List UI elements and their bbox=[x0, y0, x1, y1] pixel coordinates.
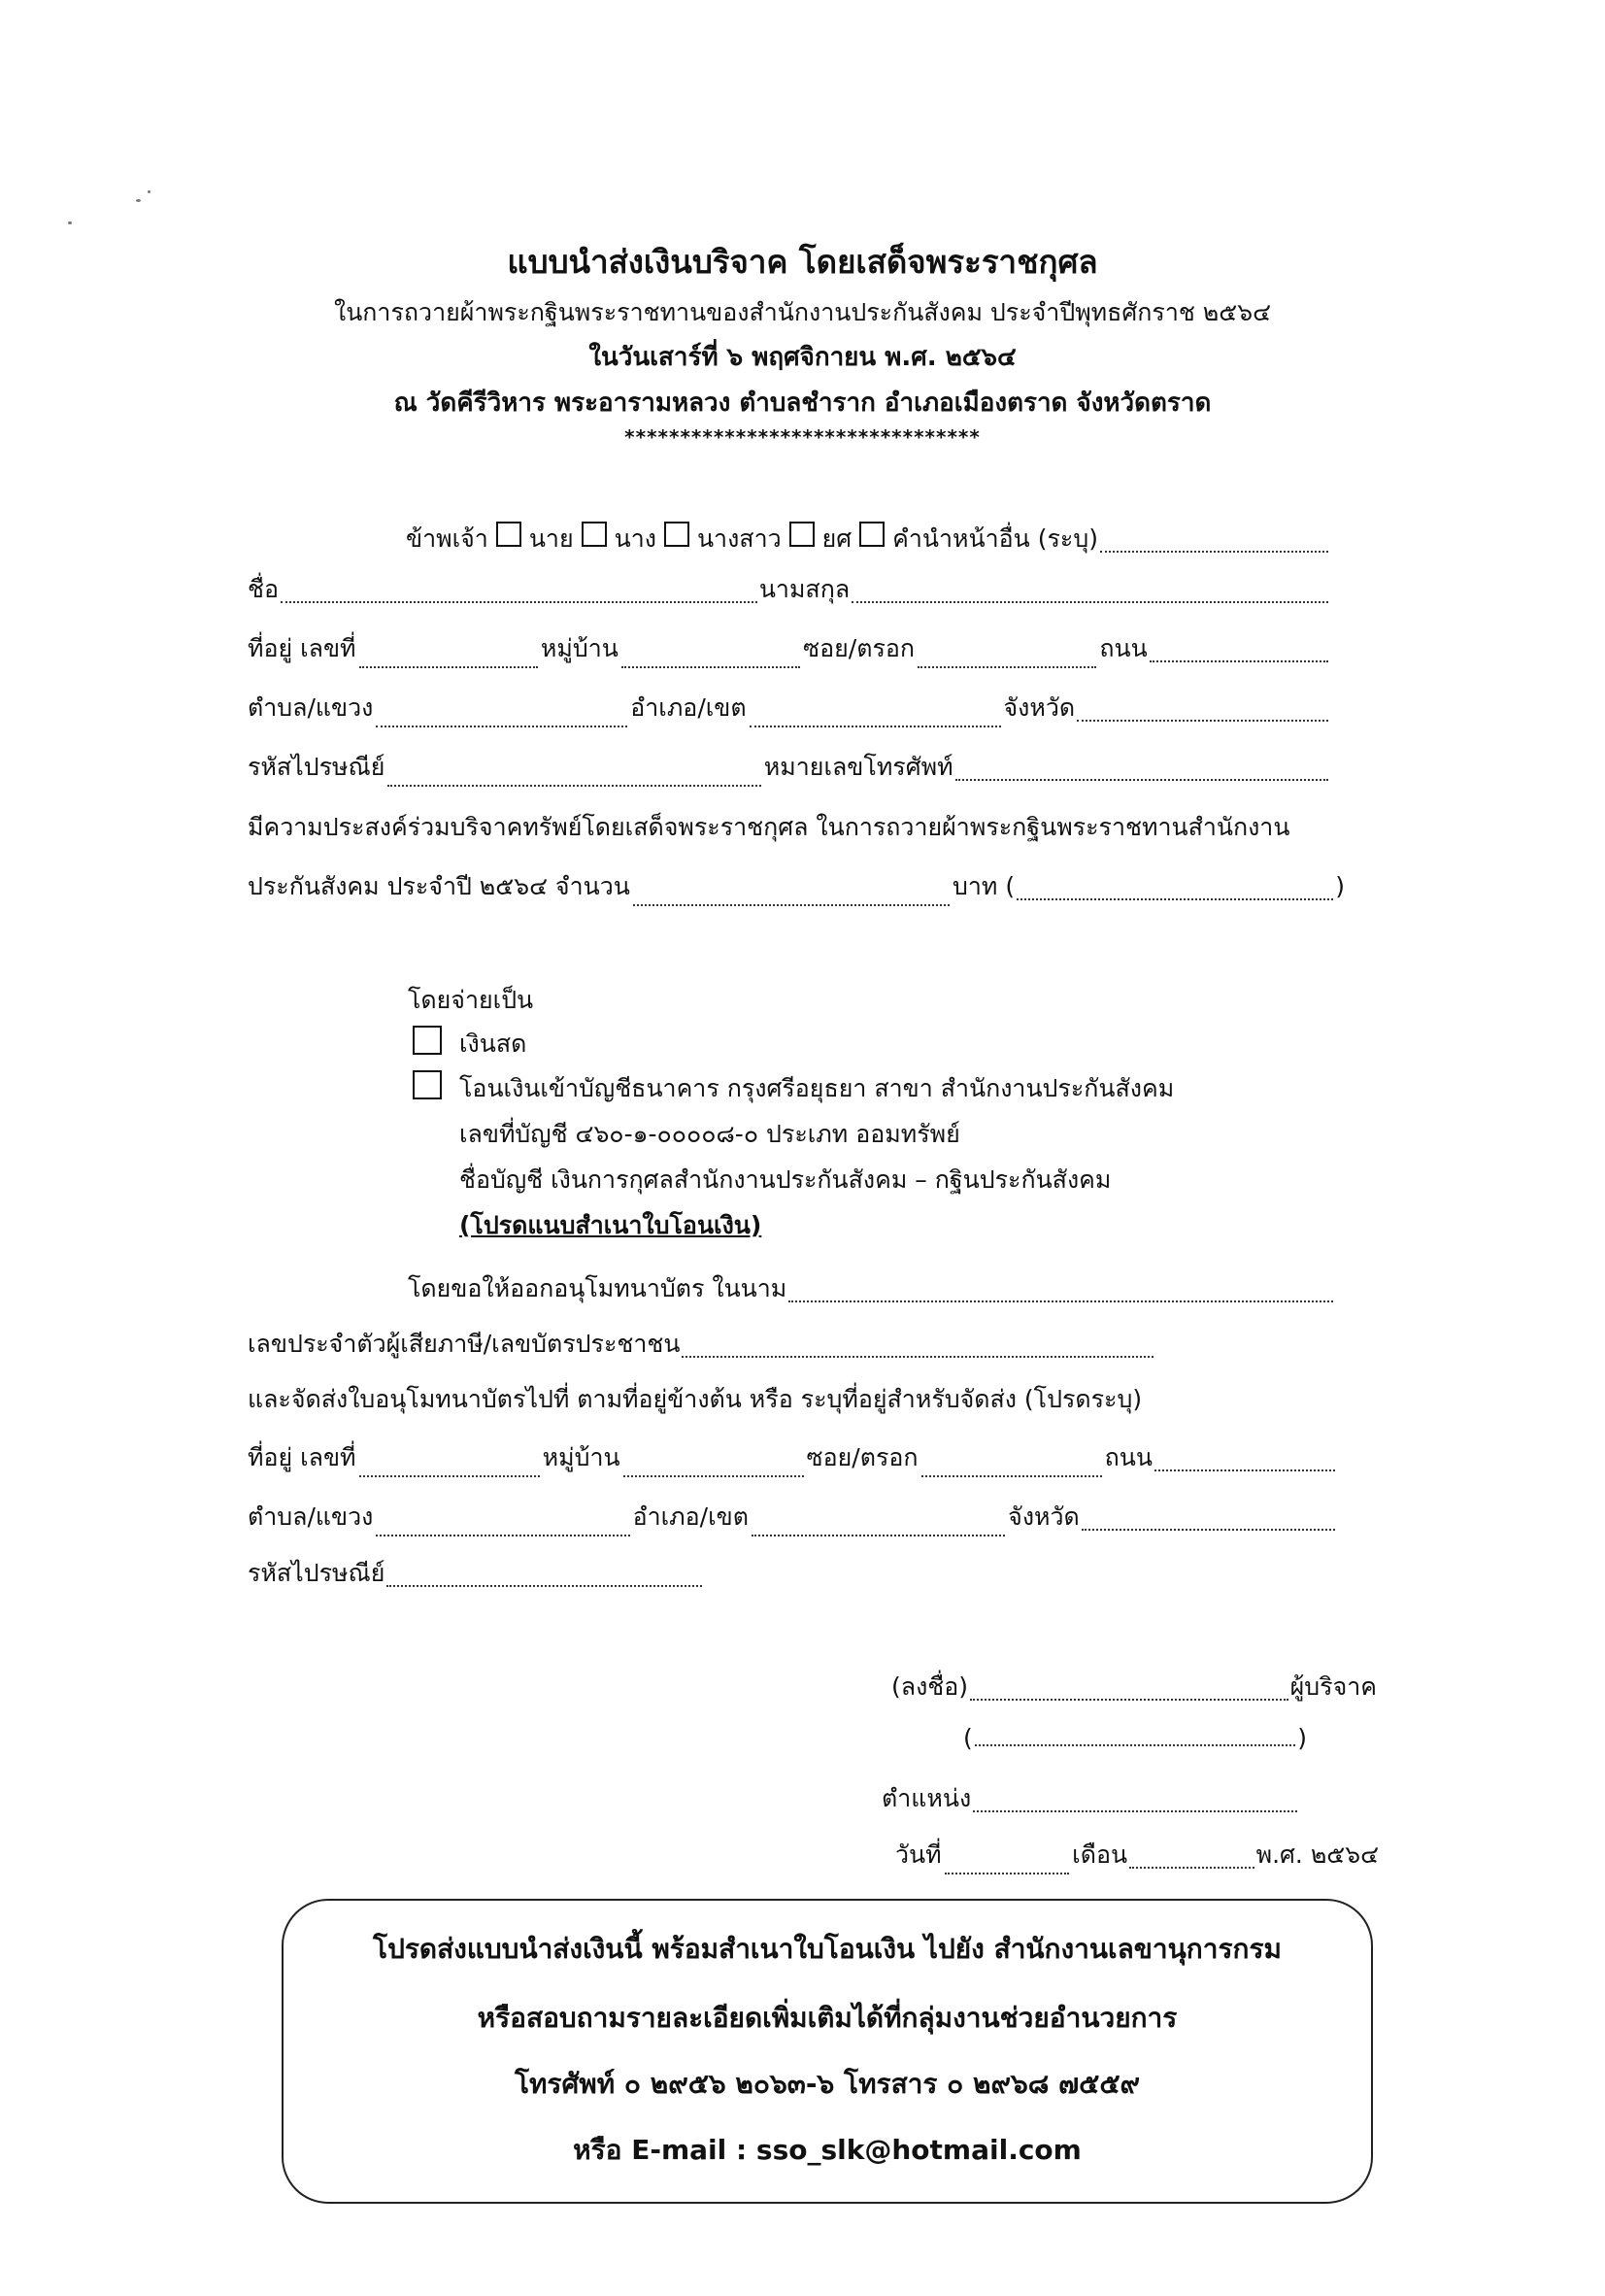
checkbox-mrs[interactable] bbox=[582, 522, 607, 547]
taxid-label: เลขประจำตัวผู้เสียภาษี/เลขบัตรประชาชน bbox=[248, 1330, 681, 1358]
delivery-postcode-label: รหัสไปรษณีย์ bbox=[248, 1559, 385, 1587]
checkbox-miss[interactable] bbox=[664, 522, 689, 547]
signature-row bbox=[891, 1668, 1377, 1706]
sign-label: (ลงชื่อ) bbox=[891, 1672, 969, 1701]
title-option-other: คำนำหน้าอื่น (ระบุ) bbox=[892, 524, 1098, 553]
postcode-row bbox=[248, 748, 1330, 787]
taxid-row bbox=[248, 1325, 1155, 1364]
delivery-soi-field[interactable] bbox=[921, 1474, 1102, 1477]
sign-date-row bbox=[895, 1836, 1379, 1874]
delivery-village-field[interactable] bbox=[623, 1474, 804, 1477]
title-option-mr: นาย bbox=[528, 524, 574, 553]
attach-slip-note: (โปรดแนบสำเนาใบโอนเงิน) bbox=[459, 1211, 762, 1239]
delivery-subdistrict-label: ตำบล/แขวง bbox=[248, 1503, 374, 1531]
delivery-line: และจัดส่งใบอนุโมทนาบัตรไปที่ ตามที่อยู่ข้างต้น หรือ ระบุที่อยู่สำหรับจัดส่ง (โปรดระบุ) bbox=[248, 1385, 1143, 1413]
checkbox-mr[interactable] bbox=[496, 522, 521, 547]
title-option-miss: นางสาว bbox=[696, 524, 782, 553]
address-no-label: ที่อยู่ เลขที่ bbox=[248, 634, 356, 662]
address-row bbox=[248, 629, 1330, 668]
surname-label: นามสกุล bbox=[758, 575, 851, 603]
name-field[interactable] bbox=[281, 600, 757, 603]
subdistrict-field[interactable] bbox=[376, 725, 627, 727]
road-field[interactable] bbox=[1150, 659, 1328, 662]
postcode-label: รหัสไปรษณีย์ bbox=[248, 753, 385, 781]
taxid-field[interactable] bbox=[682, 1355, 1154, 1358]
amount-row bbox=[248, 867, 1345, 906]
delivery-postcode-row bbox=[248, 1554, 704, 1593]
delivery-road-label: ถนน bbox=[1104, 1443, 1153, 1471]
day-label: วันที่ bbox=[895, 1840, 942, 1869]
village-label: หมู่บ้าน bbox=[540, 634, 619, 662]
baht-label: บาท ( bbox=[953, 872, 1016, 900]
receipt-name-label: โดยขอให้ออกอนุโมทนาบัตร ในนาม bbox=[408, 1274, 787, 1302]
payment-option-transfer bbox=[413, 1069, 1174, 1108]
receipt-name-field[interactable] bbox=[788, 1300, 1333, 1302]
signature-field[interactable] bbox=[970, 1698, 1288, 1701]
month-label: เดือน bbox=[1072, 1840, 1128, 1869]
delivery-address-row bbox=[248, 1438, 1337, 1477]
delivery-province-label: จังหวัด bbox=[1008, 1503, 1080, 1531]
subdistrict-label: ตำบล/แขวง bbox=[248, 693, 374, 722]
delivery-district-field[interactable] bbox=[752, 1534, 1005, 1536]
delivery-subdistrict-field[interactable] bbox=[376, 1534, 629, 1536]
delivery-village-label: หมู่บ้าน bbox=[542, 1443, 620, 1471]
delivery-road-field[interactable] bbox=[1154, 1469, 1335, 1471]
payment-heading: โดยจ่ายเป็น bbox=[408, 986, 534, 1014]
cash-label: เงินสด bbox=[459, 1030, 527, 1058]
position-label: ตำแหน่ง bbox=[882, 1784, 972, 1812]
title-option-rank: ยศ bbox=[821, 524, 853, 553]
phone-label: หมายเลขโทรศัพท์ bbox=[763, 753, 953, 781]
donor-label: ผู้บริจาค bbox=[1289, 1672, 1377, 1701]
other-title-field[interactable] bbox=[1100, 550, 1328, 553]
scan-speck bbox=[148, 190, 150, 193]
province-label: จังหวัด bbox=[1003, 693, 1076, 722]
checkbox-other-title[interactable] bbox=[859, 522, 885, 547]
position-field[interactable] bbox=[973, 1809, 1297, 1812]
ceremony-date: ในวันเสาร์ที่ ๖ พฤศจิกายน พ.ศ. ๒๕๖๔ bbox=[588, 343, 1017, 372]
title-row bbox=[406, 520, 1330, 558]
amount-words-field[interactable] bbox=[1017, 897, 1333, 900]
printed-name-close: ) bbox=[1297, 1724, 1307, 1752]
delivery-postcode-field[interactable] bbox=[386, 1584, 702, 1587]
amount-label: ประกันสังคม ประจำปี ๒๕๖๔ จำนวน bbox=[248, 872, 630, 900]
delivery-province-field[interactable] bbox=[1082, 1528, 1335, 1531]
name-row bbox=[248, 570, 1330, 609]
month-field[interactable] bbox=[1129, 1866, 1254, 1869]
phone-field[interactable] bbox=[955, 778, 1328, 781]
account-number: เลขที่บัญชี ๔๖๐-๑-๐๐๐๐๘-๐ ประเภท ออมทรัพย์ bbox=[459, 1120, 960, 1148]
delivery-district-row bbox=[248, 1498, 1337, 1536]
delivery-soi-label: ซอย/ตรอก bbox=[806, 1443, 919, 1471]
soi-label: ซอย/ตรอก bbox=[803, 634, 916, 662]
amount-field[interactable] bbox=[633, 903, 950, 906]
account-name: ชื่อบัญชี เงินการกุศลสำนักงานประกันสังคม – กฐินประกันสังคม bbox=[459, 1165, 1112, 1194]
soi-field[interactable] bbox=[918, 665, 1096, 668]
day-field[interactable] bbox=[945, 1872, 1070, 1874]
name-label: ชื่อ bbox=[248, 575, 279, 603]
printed-name-open: ( bbox=[963, 1724, 973, 1752]
notice-phone-fax: โทรศัพท์ ๐ ๒๙๕๖ ๒๐๖๓-๖ โทรสาร ๐ ๒๙๖๘ ๗๕๕๙ bbox=[514, 2068, 1141, 2100]
form-title: แบบนำส่งเงินบริจาค โดยเสด็จพระราชกุศล bbox=[507, 243, 1098, 281]
province-field[interactable] bbox=[1077, 719, 1328, 722]
delivery-address-no-label: ที่อยู่ เลขที่ bbox=[248, 1443, 356, 1471]
title-option-mrs: นาง bbox=[614, 524, 656, 553]
receipt-name-row bbox=[408, 1269, 1335, 1308]
position-row bbox=[882, 1779, 1299, 1818]
notice-email[interactable]: หรือ E-mail : sso_slk@hotmail.com bbox=[573, 2134, 1082, 2166]
notice-line-1: โปรดส่งแบบนำส่งเงินนี้ พร้อมสำเนาใบโอนเงิน ไปยัง สำนักงานเลขานุการกรม bbox=[373, 1933, 1282, 1965]
printed-name-row bbox=[963, 1724, 1307, 1752]
address-no-field[interactable] bbox=[359, 665, 538, 668]
checkbox-cash[interactable] bbox=[413, 1026, 442, 1055]
district-field[interactable] bbox=[750, 725, 1001, 727]
year-label: พ.ศ. ๒๕๖๔ bbox=[1255, 1840, 1380, 1869]
district-label: อำเภอ/เขต bbox=[630, 693, 747, 722]
checkbox-transfer[interactable] bbox=[413, 1070, 442, 1099]
divider-stars: ******************************** bbox=[624, 425, 981, 449]
postcode-field[interactable] bbox=[387, 784, 760, 787]
district-row bbox=[248, 689, 1330, 727]
delivery-district-label: อำเภอ/เขต bbox=[632, 1503, 749, 1531]
scan-speck bbox=[68, 221, 72, 224]
road-label: ถนน bbox=[1099, 634, 1148, 662]
payment-option-cash bbox=[413, 1025, 526, 1064]
transfer-label: โอนเงินเข้าบัญชีธนาคาร กรุงศรีอยุธยา สาขา สำนักงานประกันสังคม bbox=[459, 1074, 1175, 1102]
amount-close-paren: ) bbox=[1335, 872, 1346, 900]
notice-line-2: หรือสอบถามรายละเอียดเพิ่มเติมได้ที่กลุ่มงานช่วยอำนวยการ bbox=[477, 2002, 1178, 2034]
surname-field[interactable] bbox=[852, 600, 1328, 603]
ceremony-venue: ณ วัดคีรีวิหาร พระอารามหลวง ตำบลชำราก อำเภอเมืองตราด จังหวัดตราด bbox=[393, 388, 1212, 418]
delivery-address-no-field[interactable] bbox=[359, 1474, 540, 1477]
intent-line-1: มีความประสงค์ร่วมบริจาคทรัพย์โดยเสด็จพระราชกุศล ในการถวายผ้าพระกฐินพระราชทานสำนักงาน bbox=[248, 813, 1290, 841]
village-field[interactable] bbox=[621, 665, 800, 668]
printed-name-field[interactable] bbox=[975, 1743, 1295, 1746]
scan-speck bbox=[136, 199, 141, 202]
form-subtitle: ในการถวายผ้าพระกฐินพระราชทานของสำนักงานประกันสังคม ประจำปีพุทธศักราช ๒๕๖๔ bbox=[334, 298, 1271, 326]
checkbox-rank[interactable] bbox=[789, 522, 815, 547]
contact-notice-box bbox=[282, 1899, 1373, 2204]
title-prefix: ข้าพเจ้า bbox=[406, 524, 488, 553]
